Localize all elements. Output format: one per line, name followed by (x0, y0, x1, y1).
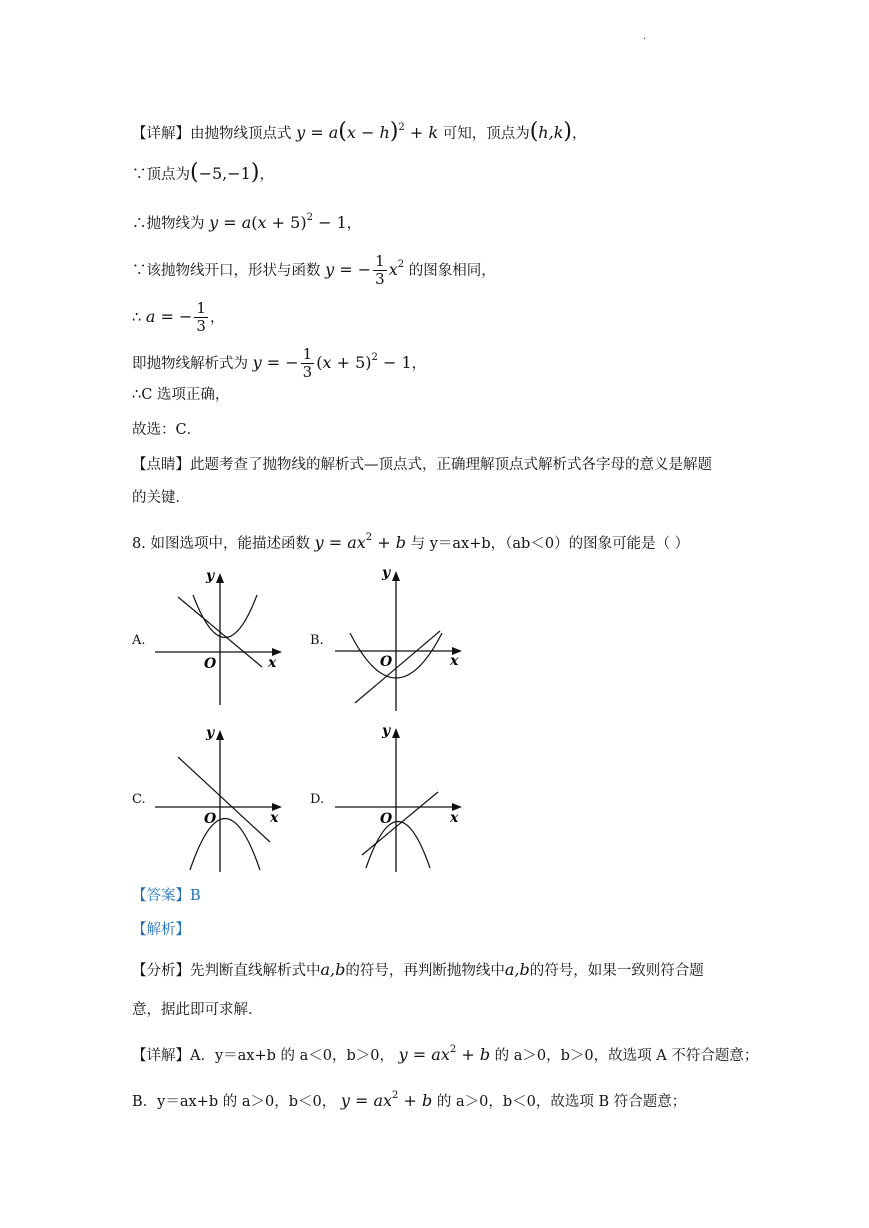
detail-line-6: 即抛物线解析式为 y = − $\frac{1}{3}$ $(x + 5)^2 - 1$， (132, 345, 427, 381)
detail-line-4: ∵该抛物线开口，形状与函数 y = − $\frac{1}{3}$ $x^2$ 的图象相同， (132, 252, 496, 288)
straight-line (362, 792, 438, 855)
straight-line (355, 631, 440, 703)
remark-line-2: 的关键． (132, 490, 190, 506)
option-b-label: B. (310, 633, 324, 648)
origin-label: O (204, 811, 217, 827)
text: 【详解】由抛物线顶点式 (132, 126, 292, 142)
origin-label: O (204, 656, 217, 672)
origin-label: O (380, 811, 393, 827)
axis-x-label: x (450, 653, 459, 669)
parabola (366, 822, 430, 869)
detail-a-line: 【详解】A．y＝ax+b 的 a＜0，b＞0， $y = ax^2 + b$ 的 a＞0，b＞0，故选项 A 不符合题意； (132, 1044, 759, 1064)
parabola (193, 595, 257, 638)
origin-label: O (380, 654, 393, 670)
analysis-line-1: 【分析】先判断直线解析式中a,b的符号，再判断抛物线中a,b的符号，如果一致则符合题 (132, 960, 704, 979)
parabola (190, 819, 260, 871)
straight-line (178, 757, 270, 842)
graph-option-c (150, 722, 285, 872)
axis-x-label: x (268, 655, 277, 671)
y-arrow-icon (392, 571, 400, 581)
graph-option-b (330, 563, 465, 711)
vertex-formula: $y = a(x - h)^2 + k$ (296, 119, 439, 144)
graph-option-a (150, 565, 285, 705)
option-a-label: A. (132, 633, 146, 648)
detail-line-5: ∴ a = − $\frac{1}{3}$ ， (132, 299, 225, 335)
detail-b-line: B．y＝ax+b 的 a＞0，b＜0， $y = ax^2 + b$ 的 a＞0，b＜0，故选项 B 符合题意； (132, 1090, 687, 1110)
text: 可知，顶点为 (442, 126, 530, 142)
graph-option-d (330, 720, 465, 872)
detail-line-3: ∴抛物线为 $y = a(x + 5)^2 - 1$， (132, 212, 362, 232)
detail-line-7: ∴C 选项正确， (132, 387, 230, 403)
analysis-line-2: 意，据此即可求解． (132, 1002, 263, 1018)
axis-y-label: y (382, 723, 391, 739)
answer-line: 【答案】B (132, 888, 201, 904)
axis-y-label: y (382, 565, 391, 581)
detail-line-2: ∵顶点为(−5,−1)， (132, 160, 274, 185)
question-8: 8. 如图选项中，能描述函数 $y = ax^2 + b$ 与 y＝ax+b，（ab＜0）的图象可能是（ ） (132, 532, 690, 552)
vertex-value: −5,−1 (198, 164, 251, 183)
analysis-heading: 【解析】 (132, 922, 190, 938)
axis-y-label: y (206, 568, 215, 584)
vertex-hk: h,k (538, 123, 564, 142)
detail-line-8: 故选：C． (132, 422, 202, 438)
remark-line-1: 【点睛】此题考查了抛物线的解析式—顶点式，正确理解顶点式解析式各字母的意义是解题 (132, 457, 712, 473)
option-c-label: C. (132, 792, 146, 807)
option-d-label: D. (310, 792, 325, 807)
corner-mark: · (643, 34, 647, 45)
axis-x-label: x (450, 810, 459, 826)
y-arrow-icon (216, 730, 224, 740)
y-arrow-icon (216, 573, 224, 583)
y-arrow-icon (392, 728, 400, 738)
detail-line-1: 【详解】由抛物线顶点式 $y = a(x - h)^2 + k$ 可知，顶点为(h,k)， (132, 119, 587, 144)
axis-x-label: x (270, 810, 279, 826)
axis-y-label: y (206, 725, 215, 741)
